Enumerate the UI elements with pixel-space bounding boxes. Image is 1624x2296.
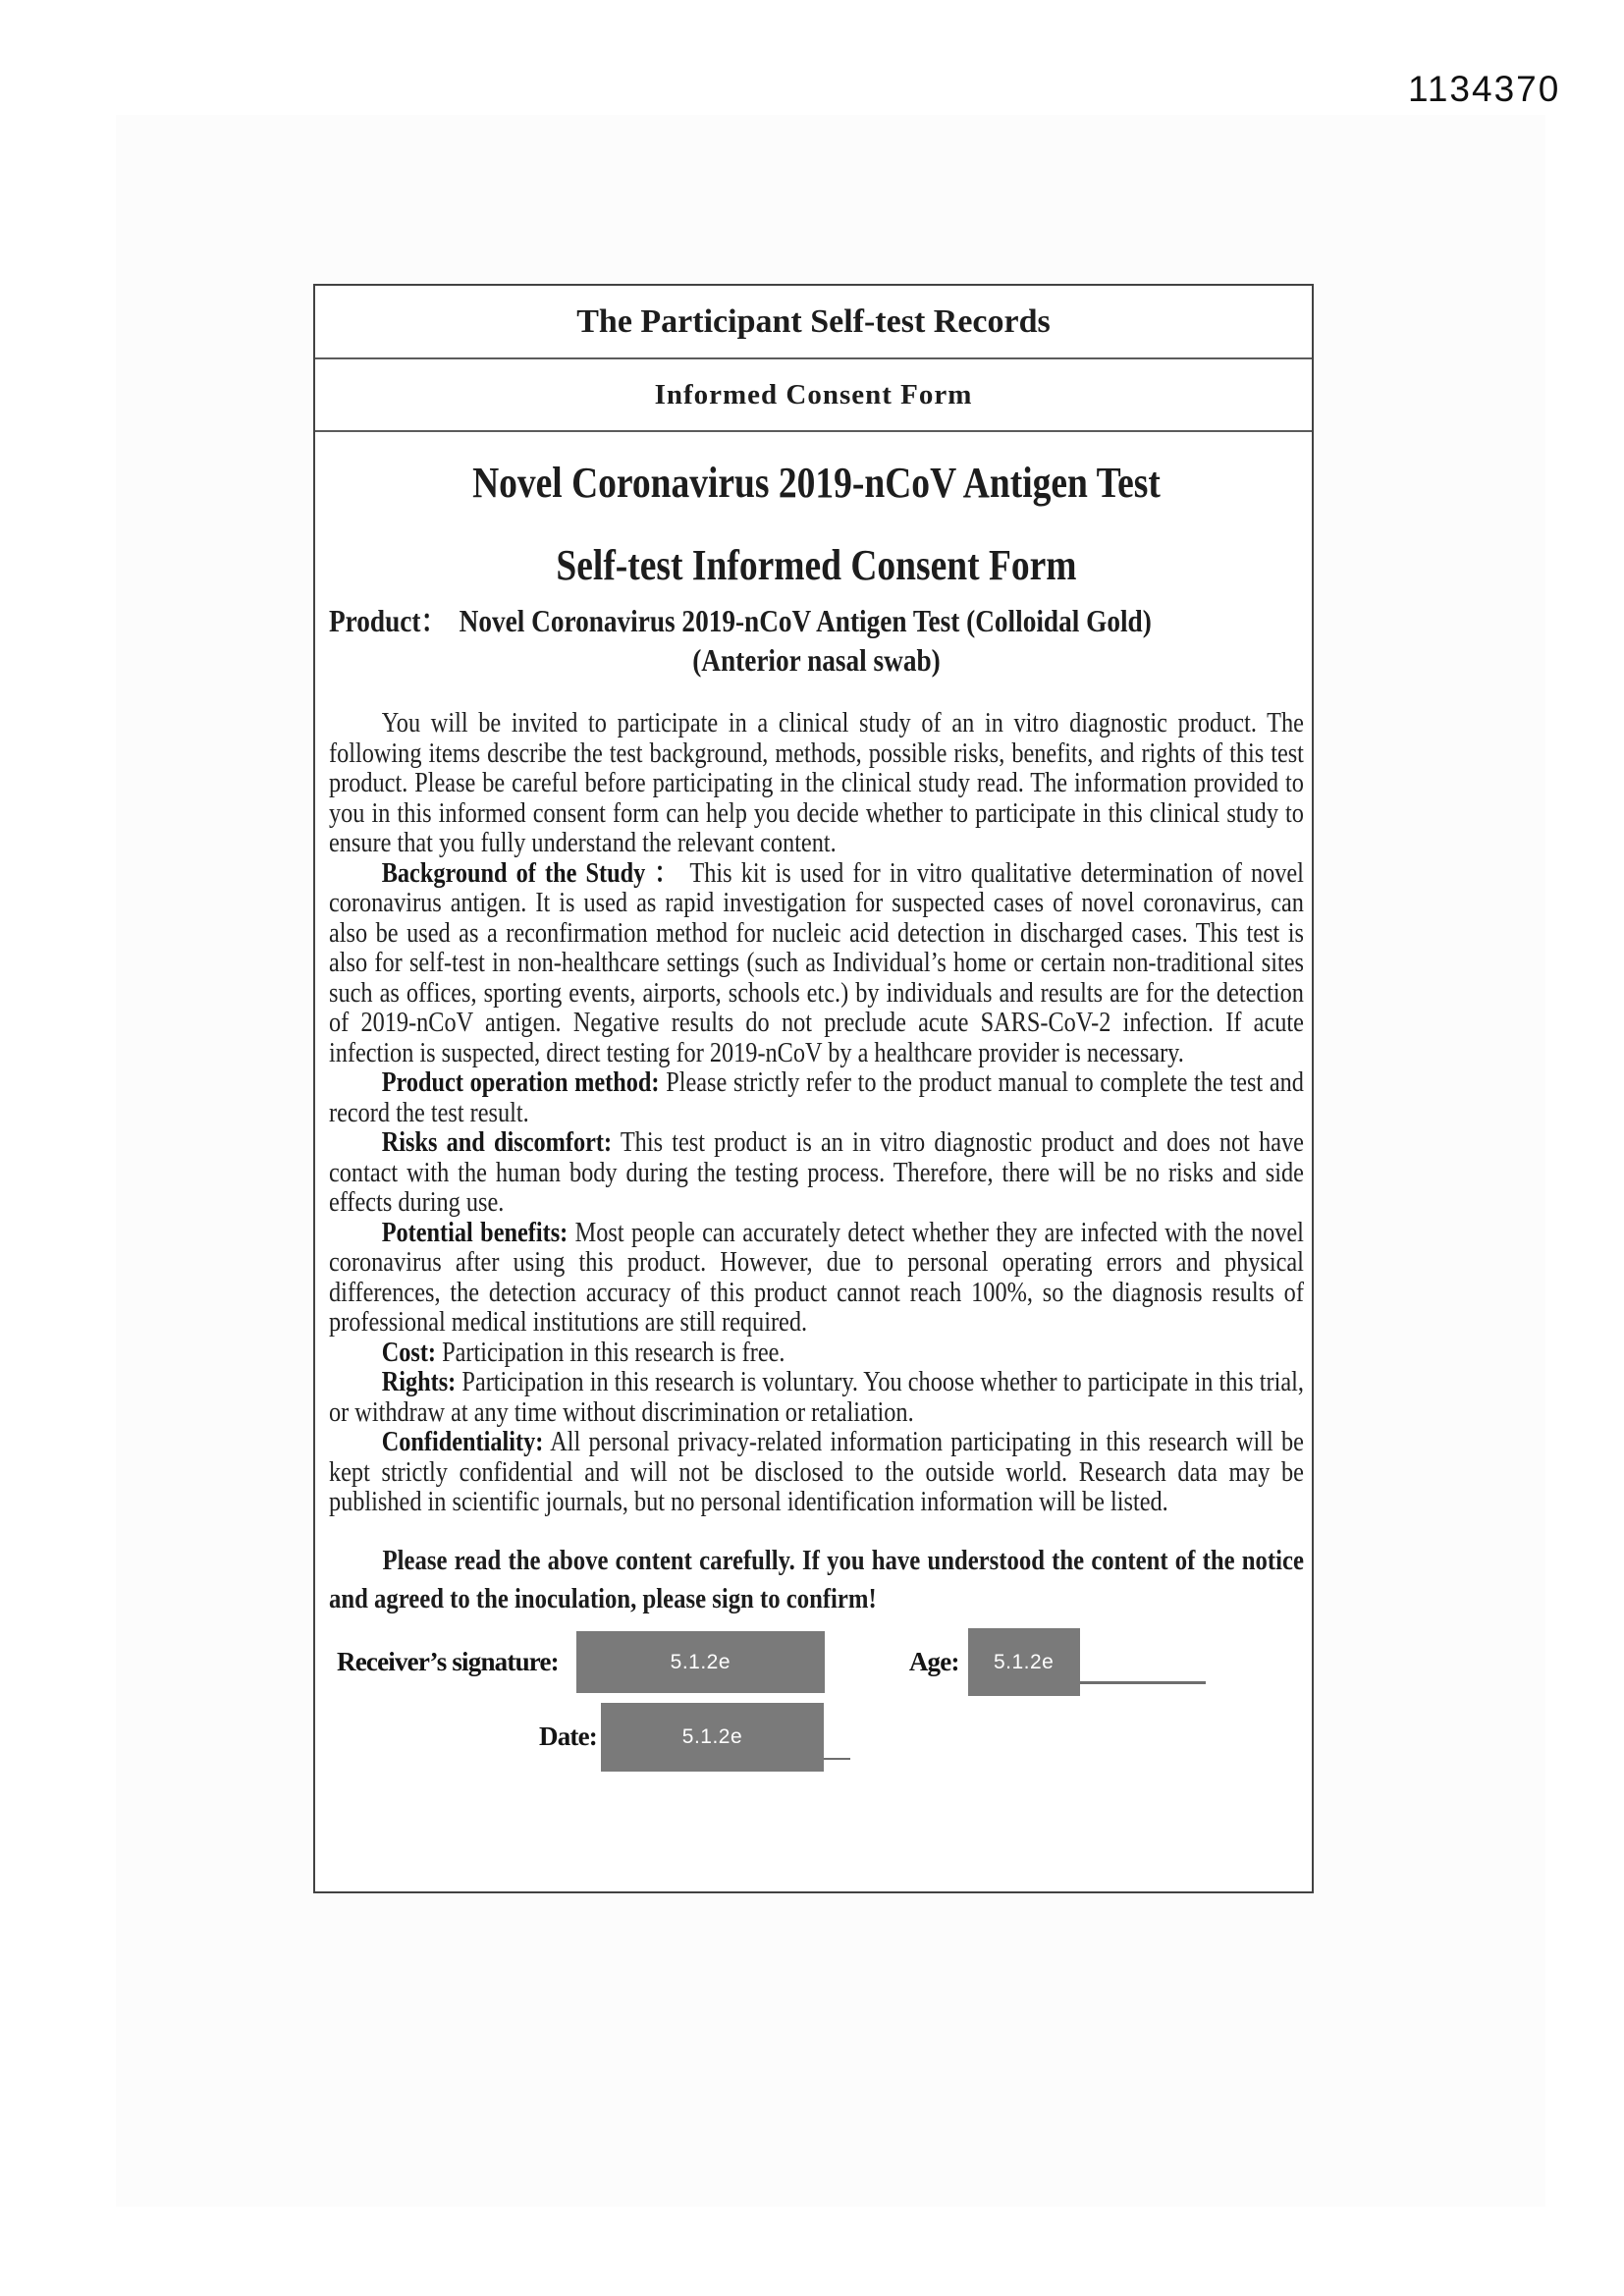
body-paragraph: Product operation method: Please strictly refer to the product manual to complete the test and record the test result. [329,1067,1304,1128]
paragraph-lead: Potential benefits: [381,1217,568,1248]
product-label: Product： [329,603,448,638]
paragraph-lead: Risks and discomfort: [381,1127,613,1158]
body-paragraphs [329,709,1304,1518]
document-title: Novel Coronavirus 2019-nCoV Antigen Test [472,459,1161,507]
body-paragraph: You will be invited to participate in a clinical study of an in vitro diagnostic product. The following items describe the test background, methods, possible risks, benefits, and rights of this test product. Please be careful before participating in the clinical study read. The information provided to you in this informed consent form can help you decide whether to participate in this clinical study to ensure that you fully understand the relevant content. [329,708,1304,858]
paragraph-lead: Background of the Study ： [381,857,681,889]
form-content [329,458,1304,1618]
form-subheader-title: Informed Consent Form [654,378,973,410]
age-redaction-box: 5.1.2e [968,1628,1080,1696]
signature-row [329,1628,1300,1697]
age-label: Age: [908,1647,959,1676]
paragraph-lead: Confidentiality: [381,1427,544,1457]
document-subtitle: Self-test Informed Consent Form [556,541,1077,589]
product-subline: (Anterior nasal swab) [692,642,941,678]
product-value: Novel Coronavirus 2019-nCoV Antigen Test (Colloidal Gold) [459,603,1152,638]
form-header-row [315,286,1312,359]
date-row [329,1703,1300,1772]
body-paragraph: Confidentiality: All personal privacy-related information participating in this research will be kept strictly confidential and will not be disclosed to the outside world. Research data may be published in scientific journals, but no personal identification information will be listed. [329,1427,1304,1517]
body-paragraph: Rights: Participation in this research is voluntary. You choose whether to participate in this trial, or withdraw at any time without discrimination or retaliation. [329,1367,1304,1428]
receiver-signature-label: Receiver’s signature: [337,1647,559,1676]
form-subheader-row [315,359,1312,432]
paragraph-lead: Product operation method: [381,1067,660,1098]
page-number: 1134370 [1408,69,1561,109]
body-paragraph: Risks and discomfort: This test product is an in vitro diagnostic product and does not have contact with the human body during the testing process. Therefore, there will be no risks and side effects during use. [329,1127,1304,1218]
form-header-title: The Participant Self-test Records [576,302,1051,340]
consent-form-table [313,284,1314,1893]
form-body-cell [315,432,1312,1887]
date-underline [824,1758,850,1760]
body-paragraph: Background of the Study ： This kit is used for in vitro qualitative determination of novel coronavirus antigen. It is used as rapid investigation for suspected cases of novel coronavirus, can also be used as a reconfirmation method for nucleic acid detection in discharged cases. This test is also for self-test in non-healthcare settings (such as Individual’s home or certain non-traditional sites such as offices, sporting events, airports, schools etc.) by individuals and results are for the detection of 2019-nCoV antigen. Negative results do not preclude acute SARS-CoV-2 infection. If acute infection is suspected, direct testing for 2019-nCoV by a healthcare provider is necessary. [329,857,1304,1068]
paragraph-lead: Cost: [381,1337,437,1368]
age-underline [1080,1681,1206,1684]
body-paragraph: Cost: Participation in this research is free. [381,1337,785,1368]
notice-paragraph: Please read the above content carefully. If you have understood the content of the notice and agreed to the inoculation, please sign to confirm! [329,1544,1304,1614]
date-label: Date: [539,1722,597,1751]
product-line [329,601,1304,640]
receiver-signature-redaction-box: 5.1.2e [576,1631,825,1693]
body-paragraph: Potential benefits: Most people can accurately detect whether they are infected with the novel coronavirus after using this product. However, due to personal operating errors and physical differences, the detection accuracy of this product cannot reach 100%, so the diagnosis results of professional medical institutions are still required. [329,1217,1304,1338]
date-redaction-box: 5.1.2e [601,1703,824,1772]
paragraph-lead: Rights: [381,1367,457,1397]
